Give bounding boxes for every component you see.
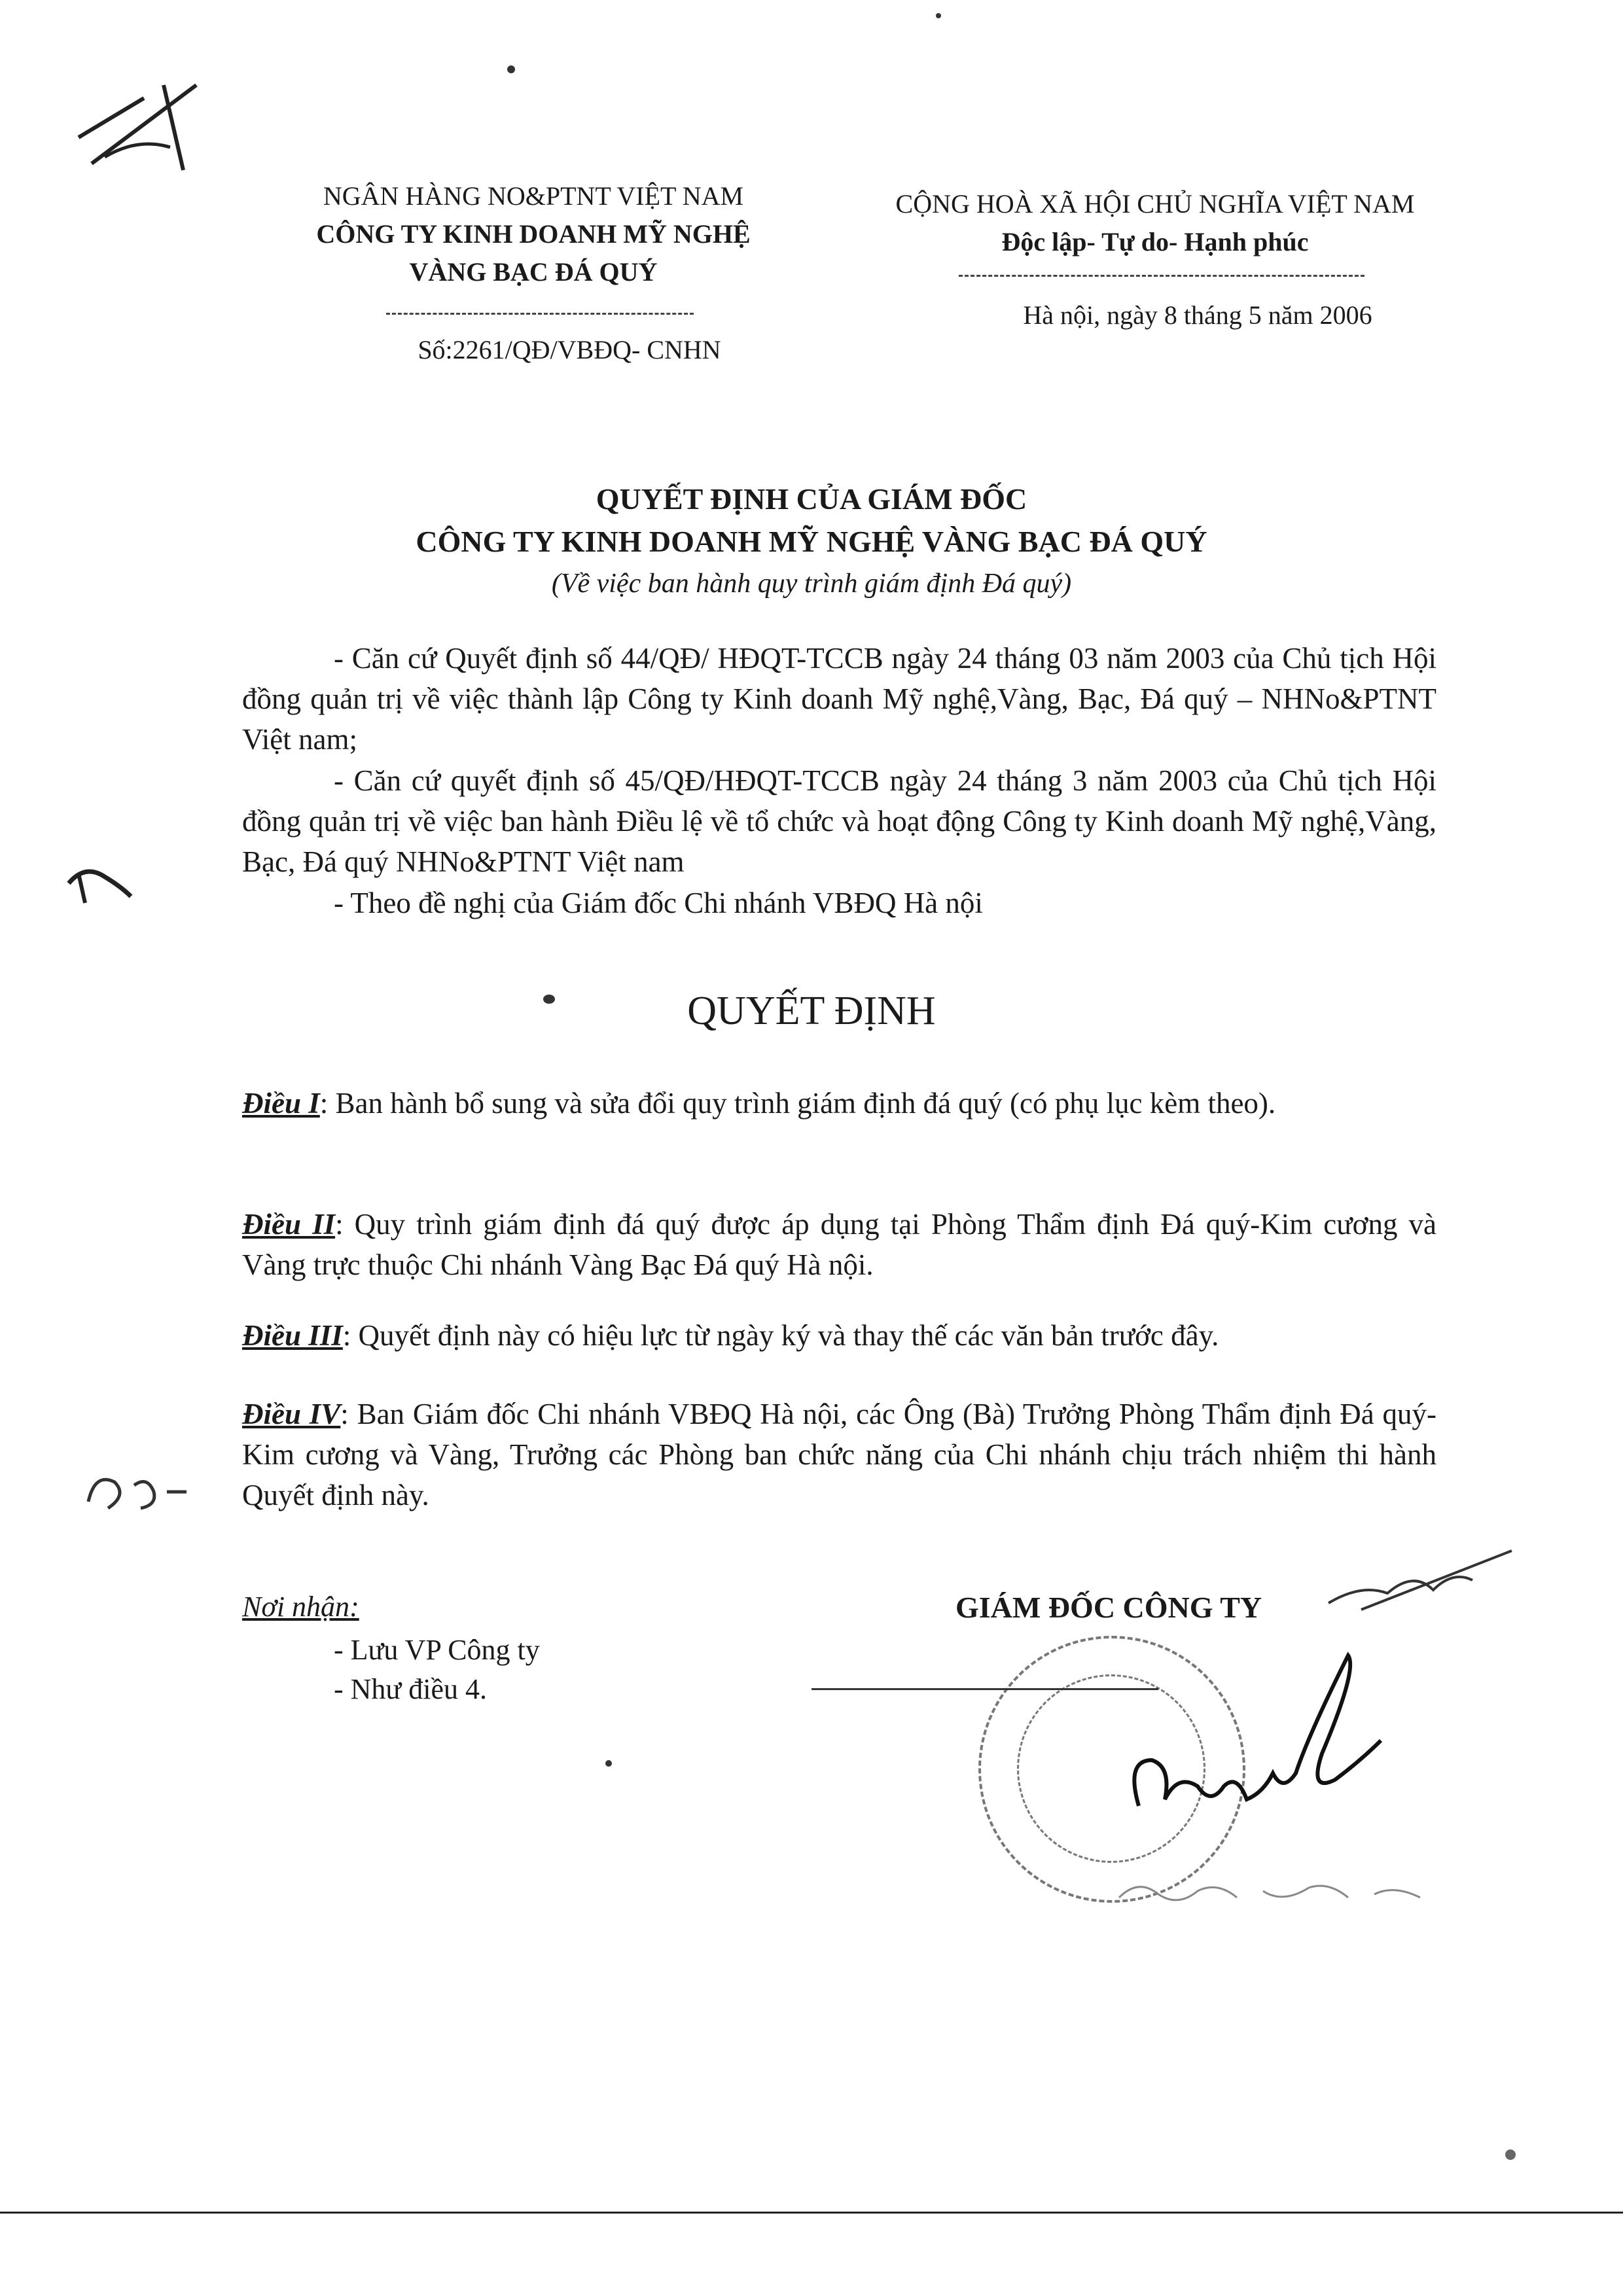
margin-smudge: [75, 1466, 219, 1525]
page-bottom-border: [0, 2212, 1623, 2214]
national-motto: Độc lập- Tự do- Hạnh phúc: [1001, 227, 1309, 256]
initials-signature: [1322, 1544, 1518, 1623]
recipients-heading: Nơi nhận:: [242, 1591, 359, 1623]
document-number: Số:2261/QĐ/VBĐQ- CNHN: [418, 335, 721, 364]
handwritten-mark: [65, 59, 223, 177]
scan-speck: [605, 1760, 612, 1767]
company-title: CÔNG TY KINH DOANH MỸ NGHỆ VÀNG BẠC ĐÁ QUÝ: [416, 525, 1207, 558]
article-label: Điều II: [242, 1208, 336, 1241]
header-left-divider: [386, 313, 694, 315]
article-1: [242, 1083, 1436, 1123]
article-text: : Ban hành bổ sung và sửa đổi quy trình giám định đá quý (có phụ lục kèm theo).: [319, 1087, 1276, 1120]
company-name-line2: VÀNG BẠC ĐÁ QUÝ: [409, 257, 658, 287]
decision-subject: (Về việc ban hành quy trình giám định Đá quý): [551, 569, 1072, 599]
article-3: [242, 1315, 1436, 1356]
margin-smudge: [59, 857, 144, 910]
article-label: Điều III: [242, 1319, 343, 1352]
director-signature: [1099, 1642, 1440, 1852]
company-name-line1: CÔNG TY KINH DOANH MỸ NGHỆ: [316, 219, 751, 249]
signer-name-handwriting: [1113, 1871, 1479, 1917]
signer-title: GIÁM ĐỐC CÔNG TY: [955, 1591, 1262, 1624]
scan-speck: [507, 65, 515, 73]
recipient-item: - Như điều 4.: [334, 1673, 488, 1705]
basis-paragraph-3: - Theo đề nghị của Giám đốc Chi nhánh VBĐQ Hà nội: [334, 887, 983, 919]
scan-speck: [1505, 2149, 1516, 2160]
decision-heading: QUYẾT ĐỊNH: [687, 989, 936, 1033]
article-2: [242, 1204, 1436, 1285]
document-date: Hà nội, ngày 8 tháng 5 năm 2006: [1023, 300, 1372, 330]
basis-paragraph-2: - Căn cứ quyết định số 45/QĐ/HĐQT-TCCB ngày 24 tháng 3 năm 2003 của Chủ tịch Hội đồng quản trị về việc ban hành Điều lệ về tổ chức và hoạt động Công ty Kinh doanh Mỹ nghệ,Vàng, Bạc, Đá quý NHNo&PTNT Việt nam: [242, 764, 1436, 878]
country-name: CỘNG HOÀ XÃ HỘI CHỦ NGHĨA VIỆT NAM: [895, 189, 1415, 219]
article-text: : Ban Giám đốc Chi nhánh VBĐQ Hà nội, các Ông (Bà) Trưởng Phòng Thẩm định Đá quý-Kim cương và Vàng, Trưởng các Phòng ban chức năng của Chi nhánh chịu trách nhiệm thi hành Quyết định này.: [242, 1398, 1436, 1511]
basis-paragraph-1: - Căn cứ Quyết định số 44/QĐ/ HĐQT-TCCB ngày 24 tháng 03 năm 2003 của Chủ tịch Hội đồng quản trị về việc thành lập Công ty Kinh doanh Mỹ nghệ,Vàng, Bạc, Đá quý – NHNo&PTNT Việt nam;: [242, 642, 1436, 756]
recipients-heading-text: Nơi nhận: [242, 1591, 350, 1623]
article-text: : Quy trình giám định đá quý được áp dụng tại Phòng Thẩm định Đá quý-Kim cương và Vàng trực thuộc Chi nhánh Vàng Bạc Đá quý Hà nội.: [242, 1208, 1436, 1281]
header-right-divider: [959, 275, 1364, 277]
recipient-item: - Lưu VP Công ty: [334, 1634, 540, 1666]
article-4: [242, 1394, 1436, 1515]
scan-speck: [936, 13, 941, 18]
article-text: : Quyết định này có hiệu lực từ ngày ký và thay thế các văn bản trước đây.: [342, 1319, 1219, 1352]
article-label: Điều I: [242, 1087, 320, 1120]
decision-title: QUYẾT ĐỊNH CỦA GIÁM ĐỐC: [596, 482, 1027, 516]
bank-name: NGÂN HÀNG NO&PTNT VIỆT NAM: [323, 181, 744, 211]
article-label: Điều IV: [242, 1398, 341, 1430]
